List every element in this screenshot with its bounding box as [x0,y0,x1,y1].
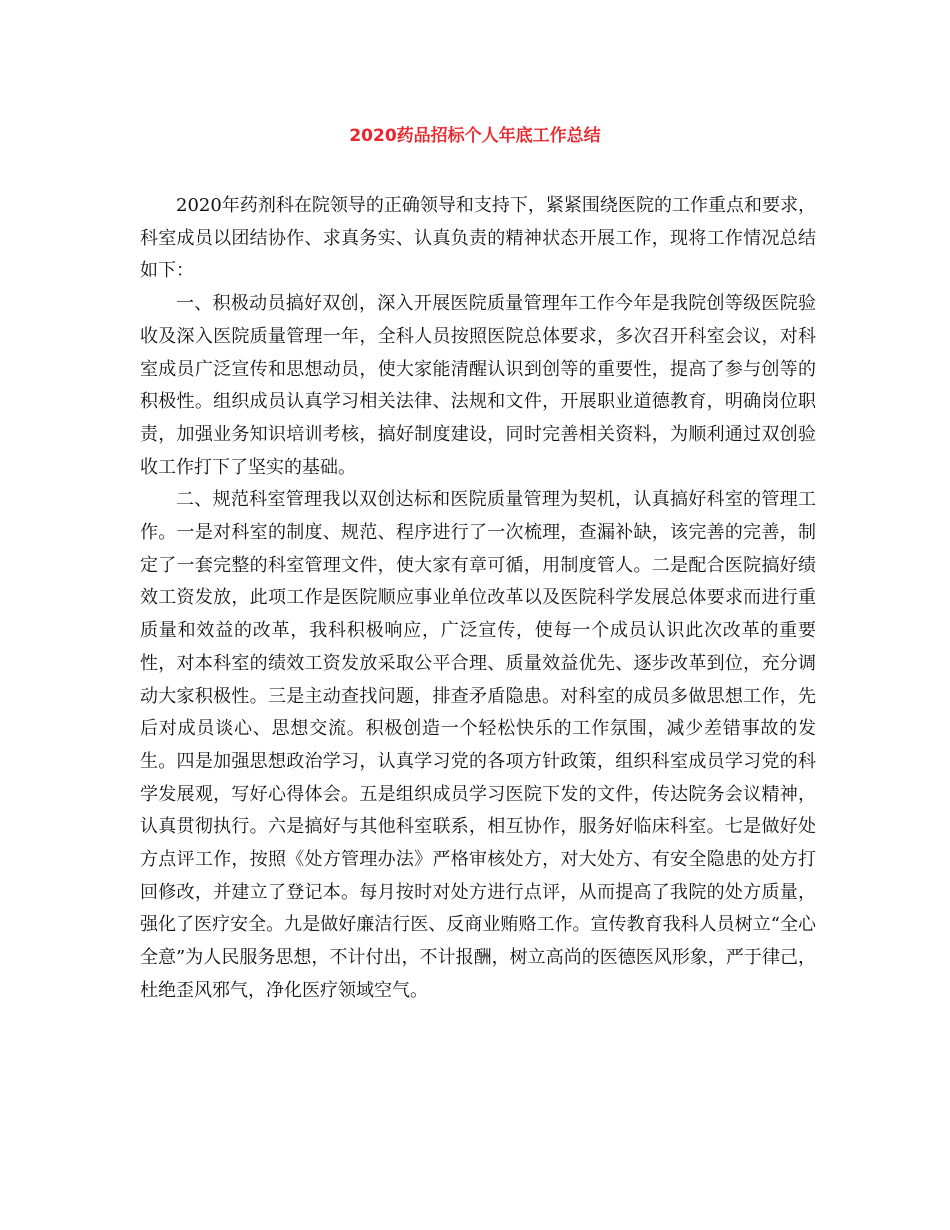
document-title: 2020药品招标个人年底工作总结 [349,126,601,146]
paragraph-intro: 2020年药剂科在院领导的正确领导和支持下，紧紧围绕医院的工作重点和要求，科室成员以团结协作、求真务实、认真负责的精神状态开展工作，现将工作情况总结如下： [140,195,816,282]
document-body [140,190,816,1008]
paragraph-section-one: 一、积极动员搞好双创，深入开展医院质量管理年工作今年是我院创等级医院验收及深入医院质量管理一年，全科人员按照医院总体要求，多次召开科室会议，对科室成员广泛宣传和思想动员，使大家能清醒认识到创等的重要性，提高了参与创等的积极性。组织成员认真学习相关法律、法规和文件，开展职业道德教育，明确岗位职责，加强业务知识培训考核，搞好制度建设，同时完善相关资料，为顺利通过双创验收工作打下了坚实的基础。 [140,293,816,478]
paragraph-section-two: 二、规范科室管理我以双创达标和医院质量管理为契机，认真搞好科室的管理工作。一是对科室的制度、规范、程序进行了一次梳理，查漏补缺，该完善的完善，制定了一套完整的科室管理文件，使大家有章可循，用制度管人。二是配合医院搞好绩效工资发放，此项工作是医院顺应事业单位改革以及医院科学发展总体要求而进行重质量和效益的改革，我科积极响应，广泛宣传，使每一个成员认识此次改革的重要性，对本科室的绩效工资发放采取公平合理、质量效益优先、逐步改革到位，充分调动大家积极性。三是主动查找问题，排查矛盾隐患。对科室的成员多做思想工作，先后对成员谈心、思想交流。积极创造一个轻松快乐的工作氛围，减少差错事故的发生。四是加强思想政治学习，认真学习党的各项方针政策，组织科室成员学习党的科学发展观，写好心得体会。五是组织成员学习医院下发的文件，传达院务会议精神，认真贯彻执行。六是搞好与其他科室联系，相互协作，服务好临床科室。七是做好处方点评工作，按照《处方管理办法》严格审核处方，对大处方、有安全隐患的处方打回修改，并建立了登记本。每月按时对处方进行点评，从而提高了我院的处方质量，强化了医疗安全。九是做好廉洁行医、反商业贿赂工作。宣传教育我科人员树立“全心全意”为人民服务思想，不计付出，不计报酬，树立高尚的医德医风形象，严于律己，杜绝歪风邪气，净化医疗领域空气。 [140,489,816,1001]
